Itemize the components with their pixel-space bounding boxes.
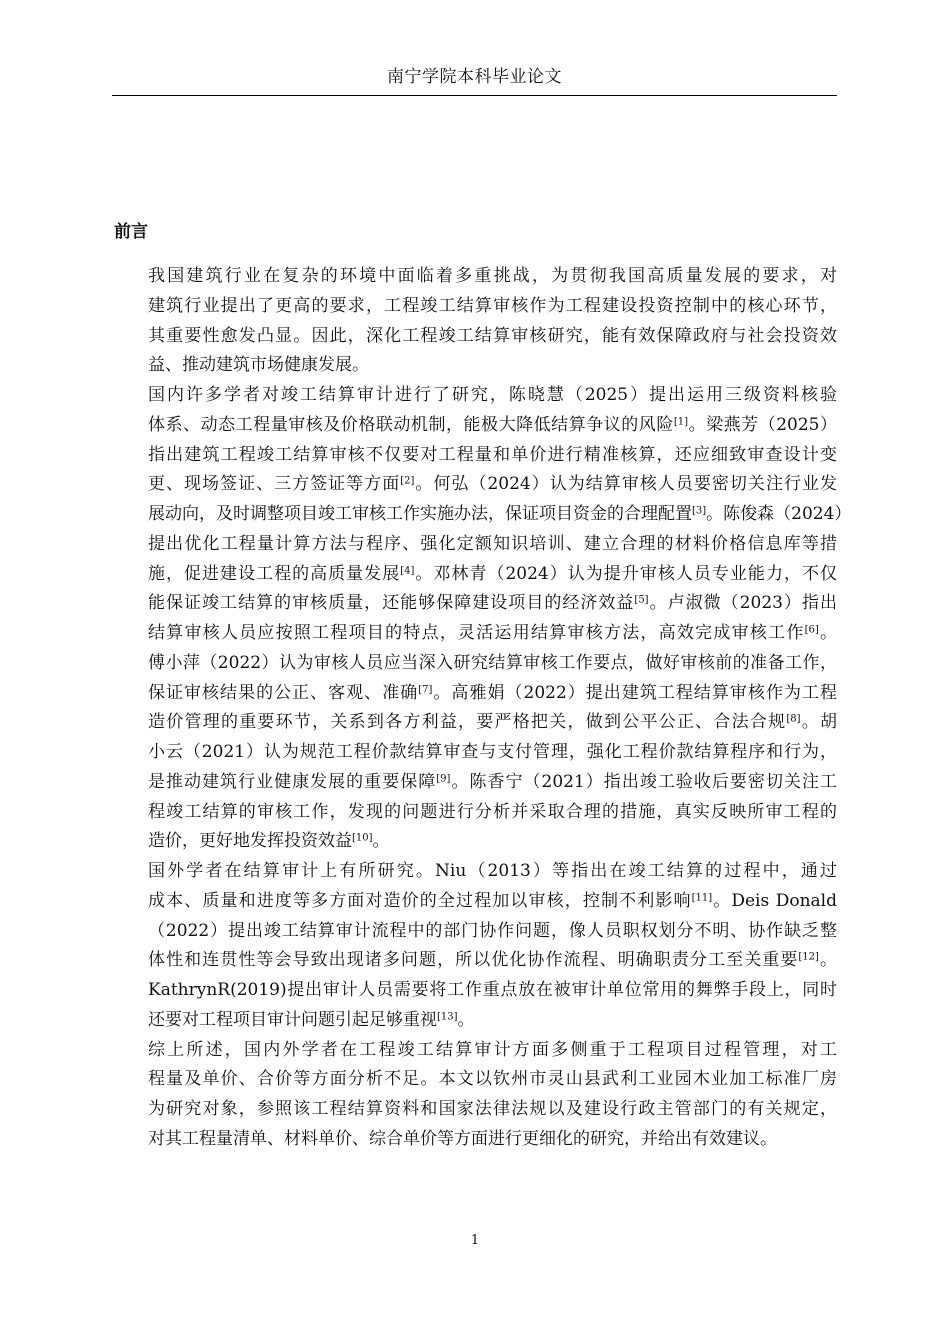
- page-number: 1: [470, 1233, 480, 1248]
- citation-marker: [11]: [691, 892, 713, 904]
- citation-marker: [12]: [798, 951, 819, 963]
- text-line: 能保证竣工结算的审核质量，还能够保障建设项目的经济效益[5]。卢淑微（2023）指出: [148, 593, 837, 614]
- text-line: 造价管理的重要环节，关系到各方利益，要严格把关，做到公平公正、合法合规[8]。胡: [148, 712, 838, 733]
- citation-marker: [8]: [786, 713, 801, 725]
- section-title: 前言: [114, 222, 148, 242]
- paragraph: [114, 1036, 837, 1155]
- text-line: 还要对工程项目审计问题引起足够重视[13]。: [148, 1009, 475, 1030]
- citation-marker: [10]: [352, 832, 373, 844]
- text-line: 指出建筑工程竣工结算审核不仅要对工程量和单价进行精准核算，还应细致审查设计变: [148, 444, 837, 465]
- citation-marker: [13]: [437, 1011, 458, 1023]
- text-line: （2022）提出竣工结算审计流程中的部门协作问题，像人员职权划分不明、协作缺乏整: [148, 920, 837, 941]
- text-line: 提出优化工程量计算方法与程序、强化定额知识培训、建立合理的材料价格信息库等措: [148, 533, 837, 554]
- text-line: 造价，更好地发挥投资效益[10]。: [148, 831, 390, 852]
- text-line: 国外学者在结算审计上有所研究。Niu（2013）等指出在竣工结算的过程中，通过: [148, 861, 837, 881]
- text-line: 建筑行业提出了更高的要求，工程竣工结算审核作为工程建设投资控制中的核心环节，: [148, 295, 837, 316]
- body-text: [114, 262, 852, 1155]
- header-divider: [112, 95, 837, 96]
- text-line: 结算审核人员应按照工程项目的特点，灵活运用结算审核方法，高效完成审核工作[6]。: [148, 623, 838, 643]
- text-line: 其重要性愈发凸显。因此，深化工程竣工结算审核研究，能有效保障政府与社会投资效: [148, 325, 837, 346]
- text-line: 保证审核结果的公正、客观、准确[7]。高雅娟（2022）提出建筑工程结算审核作为工程: [148, 682, 837, 703]
- text-line: 小云（2021）认为规范工程价款结算审查与支付管理，强化工程价款结算程序和行为，: [148, 742, 837, 762]
- citation-marker: [1]: [673, 416, 689, 428]
- text-line: 展动向，及时调整项目竣工审核工作实施办法，保证项目资金的合理配置[3]。陈俊森（2024）: [148, 504, 852, 524]
- citation-marker: [9]: [436, 773, 451, 785]
- citation-marker: [2]: [400, 475, 415, 487]
- text-line: 综上所述，国内外学者在工程竣工结算审计方面多侧重于工程项目过程管理，对工: [148, 1039, 837, 1060]
- text-line: 为研究对象，参照该工程结算资料和国家法律法规以及建设行政主管部门的有关规定，: [148, 1099, 837, 1119]
- running-header: 南宁学院本科毕业论文: [387, 67, 562, 87]
- text-line: 程竣工结算的审核工作，发现的问题进行分析并采取合理的措施，真实反映所审工程的: [148, 801, 837, 822]
- text-line: 是推动建筑行业健康发展的重要保障[9]。陈香宁（2021）指出竣工验收后要密切关注工: [148, 771, 837, 792]
- text-line: 我国建筑行业在复杂的环境中面临着多重挑战，为贯彻我国高质量发展的要求，对: [148, 266, 837, 286]
- citation-marker: [5]: [634, 594, 649, 606]
- citation-marker: [6]: [804, 624, 819, 636]
- text-line: 体系、动态工程量审核及价格联动机制，能极大降低结算争议的风险[1]。梁燕芳（2025）: [148, 414, 838, 435]
- text-line: 程量及单价、合价等方面分析不足。本文以钦州市灵山县武利工业园木业加工标准厂房: [148, 1069, 837, 1090]
- text-line: 对其工程量清单、材料单价、综合单价等方面进行更细化的研究，并给出有效建议。: [148, 1128, 777, 1149]
- text-line: 国内许多学者对竣工结算审计进行了研究，陈晓慧（2025）提出运用三级资料核验: [148, 385, 837, 405]
- text-line: 更、现场签证、三方签证等方面[2]。何弘（2024）认为结算审核人员要密切关注行业发: [148, 474, 837, 495]
- citation-marker: [3]: [692, 505, 707, 517]
- citation-marker: [7]: [418, 684, 433, 695]
- text-line: 体性和连贯性等会导致出现诸多问题，所以优化协作流程、明确职责分工至关重要[12]。: [148, 950, 838, 971]
- text-line: 傅小萍（2022）认为审核人员应当深入研究结算审核工作要点，做好审核前的准备工作，: [148, 652, 837, 673]
- text-line: 益、推动建筑市场健康发展。: [148, 355, 369, 376]
- paragraph: [114, 262, 837, 381]
- text-line: KathrynR(2019)提出审计人员需要将工作重点放在被审计单位常用的舞弊手段上，同时: [148, 980, 837, 1000]
- paragraph: [114, 381, 852, 857]
- paragraph: [114, 857, 837, 1036]
- citation-marker: [4]: [400, 565, 415, 576]
- text-line: 施，促进建设工程的高质量发展[4]。邓林青（2024）认为提升审核人员专业能力，不仅: [148, 563, 837, 584]
- text-line: 成本、质量和进度等多方面对造价的全过程加以审核，控制不利影响[11]。Deis Donald: [148, 890, 837, 911]
